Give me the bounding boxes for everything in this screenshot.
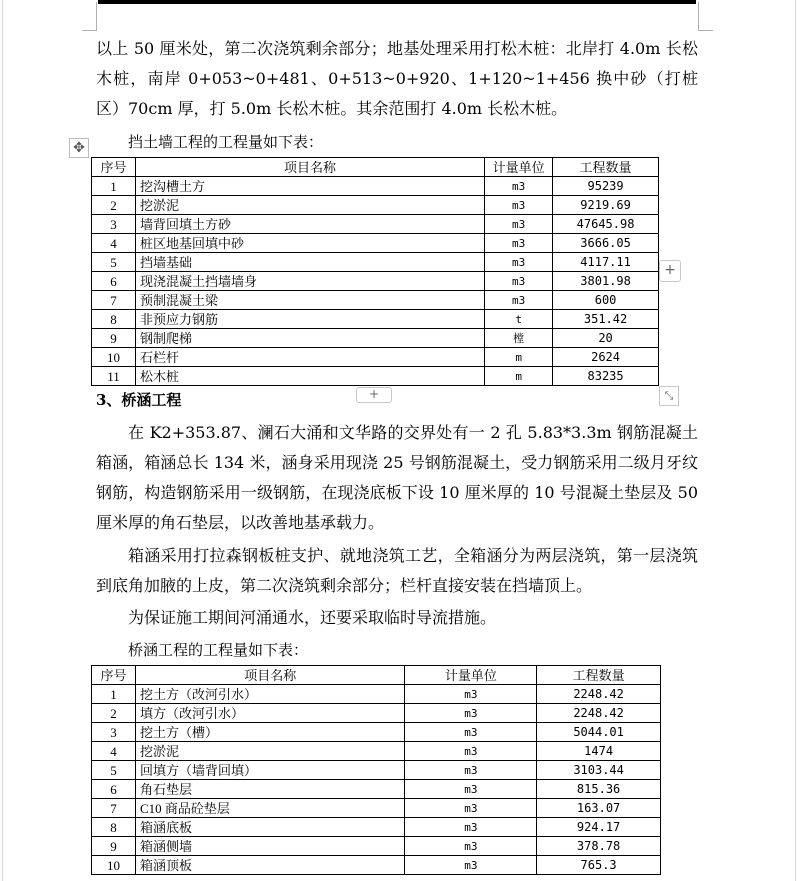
row-seq: 6 xyxy=(92,780,136,799)
row-unit: m3 xyxy=(405,742,537,761)
row-item-name: 挖沟槽土方 xyxy=(135,177,484,196)
table-header-row xyxy=(92,666,661,685)
row-unit: m3 xyxy=(405,818,537,837)
section-heading-bridge: 3、桥涵工程 xyxy=(96,391,182,409)
row-quantity: 95239 xyxy=(553,177,659,196)
table-row xyxy=(92,856,661,875)
row-quantity: 83235 xyxy=(553,367,659,386)
row-item-name: 桩区地基回填中砂 xyxy=(135,234,484,253)
row-unit: m xyxy=(485,367,553,386)
row-seq: 1 xyxy=(92,177,136,196)
header-item: 项目名称 xyxy=(135,158,484,177)
header-qty: 工程数量 xyxy=(553,158,659,177)
row-item-name: 挖淤泥 xyxy=(135,742,405,761)
row-unit: m3 xyxy=(485,253,553,272)
paragraph-box-culvert: 在 K2+353.87、澜石大涌和文华路的交界处有一 2 孔 5.83*3.3m 钢筋混凝土箱涵，箱涵总长 134 米，涵身采用现浇 25 号钢筋混凝土，受力钢筋采用二级月牙纹钢筋，构造钢筋采用一级钢筋，在现浇底板下设 10 厘米厚的 10 号混凝土垫层及 50 厘米厚的角石垫层，以改善地基承载力。 xyxy=(96,423,698,532)
row-quantity: 4117.11 xyxy=(553,253,659,272)
bridge-culvert-quantity-table xyxy=(91,665,661,875)
header-item: 项目名称 xyxy=(135,666,405,685)
row-quantity: 20 xyxy=(553,329,659,348)
table-row xyxy=(92,780,661,799)
row-seq: 10 xyxy=(92,856,136,875)
row-quantity: 924.17 xyxy=(537,818,661,837)
paragraph-foundation: 以上 50 厘米处，第二次浇筑剩余部分；地基处理采用打松木桩：北岸打 4.0m 长松木桩，南岸 0+053~0+481、0+513~0+920、1+120~1+456 换中砂（打桩区）70cm 厚，打 5.0m 长松木桩。其余范围打 4.0m 长松木桩。 xyxy=(96,39,698,118)
add-row-button[interactable]: + xyxy=(356,387,392,403)
row-seq: 1 xyxy=(92,685,136,704)
row-item-name: 石栏杆 xyxy=(135,348,484,367)
row-seq: 8 xyxy=(92,818,136,837)
row-seq: 2 xyxy=(92,196,136,215)
table-row xyxy=(92,291,659,310)
row-item-name: 松木桩 xyxy=(135,367,484,386)
table2-caption: 桥涵工程的工程量如下表： xyxy=(128,641,309,659)
row-unit: m3 xyxy=(405,685,537,704)
row-seq: 4 xyxy=(92,234,136,253)
row-seq: 10 xyxy=(92,348,136,367)
table-row xyxy=(92,215,659,234)
row-seq: 5 xyxy=(92,761,136,780)
table-row xyxy=(92,367,659,386)
row-seq: 9 xyxy=(92,837,136,856)
table-row xyxy=(92,818,661,837)
row-unit: m3 xyxy=(405,761,537,780)
row-seq: 9 xyxy=(92,329,136,348)
row-unit: m3 xyxy=(485,177,553,196)
header-unit: 计量单位 xyxy=(405,666,537,685)
margin-corner-left xyxy=(82,2,97,31)
row-item-name: 填方（改河引水） xyxy=(135,704,405,723)
table-row xyxy=(92,329,659,348)
table-row xyxy=(92,348,659,367)
row-item-name: 箱涵顶板 xyxy=(135,856,405,875)
row-unit: m3 xyxy=(405,837,537,856)
table-row xyxy=(92,761,661,780)
table-row xyxy=(92,723,661,742)
row-seq: 8 xyxy=(92,310,136,329)
row-unit: m3 xyxy=(405,723,537,742)
page-edge-left xyxy=(2,0,3,881)
row-quantity: 47645.98 xyxy=(553,215,659,234)
row-quantity: 2248.42 xyxy=(537,685,661,704)
row-unit: 樘 xyxy=(485,329,553,348)
row-quantity: 378.78 xyxy=(537,837,661,856)
table-row xyxy=(92,253,659,272)
row-quantity: 2248.42 xyxy=(537,704,661,723)
table-header-row xyxy=(92,158,659,177)
row-item-name: 挖淤泥 xyxy=(135,196,484,215)
row-item-name: 箱涵侧墙 xyxy=(135,837,405,856)
row-quantity: 163.07 xyxy=(537,799,661,818)
row-unit: m3 xyxy=(405,799,537,818)
row-item-name: C10 商品砼垫层 xyxy=(135,799,405,818)
row-item-name: 角石垫层 xyxy=(135,780,405,799)
table-row xyxy=(92,704,661,723)
header-unit: 计量单位 xyxy=(485,158,553,177)
row-quantity: 5044.01 xyxy=(537,723,661,742)
row-unit: m3 xyxy=(485,291,553,310)
row-item-name: 箱涵底板 xyxy=(135,818,405,837)
row-unit: m3 xyxy=(405,780,537,799)
table-resize-icon[interactable]: ⤡ xyxy=(659,386,679,406)
table-row xyxy=(92,177,659,196)
table-row xyxy=(92,742,661,761)
add-column-button[interactable]: + xyxy=(659,260,681,282)
row-quantity: 765.3 xyxy=(537,856,661,875)
row-seq: 7 xyxy=(92,291,136,310)
row-quantity: 9219.69 xyxy=(553,196,659,215)
row-quantity: 3666.05 xyxy=(553,234,659,253)
table-row xyxy=(92,272,659,291)
paragraph-construction: 箱涵采用打拉森钢板桩支护、就地浇筑工艺，全箱涵分为两层浇筑，第一层浇筑到底角加腋的上皮，第二次浇筑剩余部分；栏杆直接安装在挡墙顶上。 xyxy=(96,546,698,595)
paragraph-diversion: 为保证施工期间河涌通水，还要采取临时导流措施。 xyxy=(128,608,497,627)
margin-corner-right xyxy=(698,2,713,31)
row-unit: m3 xyxy=(485,215,553,234)
row-quantity: 815.36 xyxy=(537,780,661,799)
row-item-name: 钢制爬梯 xyxy=(135,329,484,348)
row-seq: 7 xyxy=(92,799,136,818)
row-seq: 3 xyxy=(92,723,136,742)
header-seq: 序号 xyxy=(92,666,136,685)
header-rule xyxy=(98,0,696,4)
row-item-name: 挡墙基础 xyxy=(135,253,484,272)
row-unit: m3 xyxy=(485,234,553,253)
table-row xyxy=(92,685,661,704)
row-quantity: 2624 xyxy=(553,348,659,367)
row-item-name: 现浇混凝土挡墙墙身 xyxy=(135,272,484,291)
row-quantity: 600 xyxy=(553,291,659,310)
table-move-handle-icon[interactable]: ✥ xyxy=(69,138,89,158)
row-unit: t xyxy=(485,310,553,329)
row-quantity: 1474 xyxy=(537,742,661,761)
header-qty: 工程数量 xyxy=(537,666,661,685)
row-item-name: 挖土方（改河引水） xyxy=(135,685,405,704)
retaining-wall-quantity-table xyxy=(91,157,659,386)
row-quantity: 351.42 xyxy=(553,310,659,329)
row-seq: 4 xyxy=(92,742,136,761)
row-unit: m xyxy=(485,348,553,367)
row-item-name: 预制混凝土梁 xyxy=(135,291,484,310)
row-seq: 2 xyxy=(92,704,136,723)
row-item-name: 墙背回填土方砂 xyxy=(135,215,484,234)
table1-caption: 挡土墙工程的工程量如下表： xyxy=(128,133,324,151)
row-quantity: 3801.98 xyxy=(553,272,659,291)
table-row xyxy=(92,799,661,818)
row-seq: 5 xyxy=(92,253,136,272)
table-row xyxy=(92,196,659,215)
row-seq: 6 xyxy=(92,272,136,291)
row-item-name: 非预应力钢筋 xyxy=(135,310,484,329)
row-seq: 11 xyxy=(92,367,136,386)
table-row xyxy=(92,234,659,253)
row-unit: m3 xyxy=(485,196,553,215)
row-seq: 3 xyxy=(92,215,136,234)
table-row xyxy=(92,310,659,329)
row-item-name: 回填方（墙背回填） xyxy=(135,761,405,780)
row-quantity: 3103.44 xyxy=(537,761,661,780)
row-unit: m3 xyxy=(405,704,537,723)
row-unit: m3 xyxy=(485,272,553,291)
row-item-name: 挖土方（槽） xyxy=(135,723,405,742)
row-unit: m3 xyxy=(405,856,537,875)
page-edge-right xyxy=(795,0,796,881)
header-seq: 序号 xyxy=(92,158,136,177)
table-row xyxy=(92,837,661,856)
